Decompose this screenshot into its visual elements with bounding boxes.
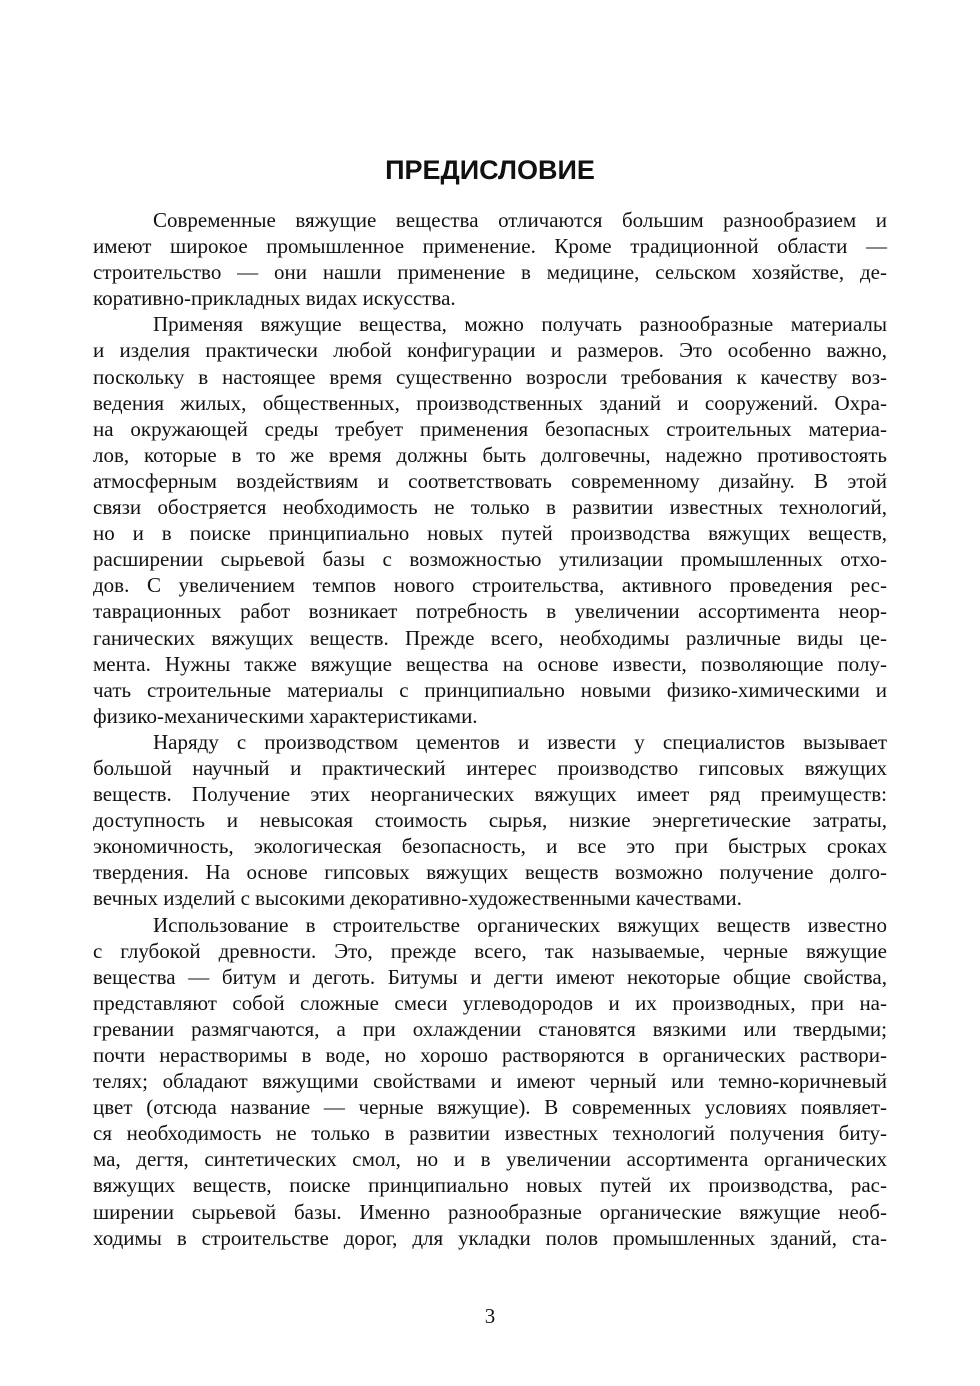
text-line: чать строительные материалы с принципиально новыми физико-химическими и [93, 677, 887, 702]
paragraph-3 [93, 729, 887, 912]
text-line: веществ. Получение этих неорганических вяжущих имеет ряд преимуществ: [93, 782, 887, 807]
text-line: экономичность, экологическая безопасность, и все это при быстрых сроках [93, 834, 887, 859]
text-line: дов. С увеличением темпов нового строительства, активного проведения рес- [93, 573, 887, 598]
text-line: ма, дегтя, синтетических смол, но и в увеличении ассортимента органических [93, 1147, 887, 1172]
text-line: с глубокой древности. Это, прежде всего, так называемые, черные вяжущие [93, 938, 887, 963]
text-line: строительство — они нашли применение в медицине, сельском хозяйстве, де- [93, 260, 887, 285]
text-line: мента. Нужны также вяжущие вещества на основе извести, позволяющие полу- [93, 651, 887, 676]
paragraph-4 [93, 912, 887, 1251]
text-line: цвет (отсюда название — черные вяжущие). В современных условиях появляет- [93, 1095, 887, 1120]
text-line: Использование в строительстве органических вяжущих веществ известно [153, 912, 887, 937]
text-line: атмосферным воздействиям и соответствовать современному дизайну. В этой [93, 468, 887, 493]
text-line: Современные вяжущие вещества отличаются большим разнообразием и [153, 208, 887, 232]
text-line: вечных изделий с высокими декоративно-художественными качествами. [93, 886, 742, 911]
text-line: ходимы в строительстве дорог, для укладки полов промышленных зданий, ста- [93, 1225, 887, 1250]
text-line: поскольку в настоящее время существенно возросли требования к качеству воз- [93, 364, 887, 389]
text-line: физико-механическими характеристиками. [93, 703, 478, 728]
paragraph-1 [93, 207, 887, 311]
text-line: гревании размягчаются, а при охлаждении становятся вязкими или твердыми; [93, 1016, 887, 1041]
text-line: твердения. На основе гипсовых вяжущих веществ возможно получение долго- [93, 860, 887, 885]
text-line: большой научный и практический интерес производство гипсовых вяжущих [93, 755, 887, 780]
text-line: Наряду с производством цементов и извести у специалистов вызывает [153, 729, 887, 754]
text-line: коративно-прикладных видах искусства. [93, 286, 456, 311]
body-text [93, 207, 887, 1251]
text-line: на окружающей среды требует применения безопасных строительных материа- [93, 416, 887, 441]
page-title: ПРЕДИСЛОВИЕ [385, 155, 595, 185]
text-line: расширении сырьевой базы с возможностью утилизации промышленных отхо- [93, 547, 887, 572]
text-line: ганических вяжущих веществ. Прежде всего, необходимы различные виды це- [93, 625, 887, 650]
text-line: таврационных работ возникает потребность в увеличении ассортимента неор- [93, 599, 887, 624]
text-line: ся необходимость не только в развитии известных технологий получения биту- [93, 1121, 887, 1146]
page-number: 3 [484, 1304, 496, 1328]
paragraph-2 [93, 311, 887, 729]
text-line: Применяя вяжущие вещества, можно получать разнообразные материалы [153, 312, 887, 337]
text-line: ширении сырьевой базы. Именно разнообразные органические вяжущие необ- [93, 1199, 887, 1224]
text-line: имеют широкое промышленное применение. Кроме традиционной области — [93, 234, 887, 259]
text-line: и изделия практически любой конфигурации и размеров. Это особенно важно, [93, 338, 887, 363]
text-line: но и в поиске принципиально новых путей производства вяжущих веществ, [93, 521, 887, 546]
text-line: вещества — битум и деготь. Битумы и дегти имеют некоторые общие свойства, [93, 964, 887, 989]
text-line: доступность и невысокая стоимость сырья, низкие энергетические затраты, [93, 808, 887, 833]
text-line: связи обостряется необходимость не только в развитии известных технологий, [93, 495, 887, 520]
text-line: лов, которые в то же время должны быть долговечны, надежно противостоять [93, 442, 887, 467]
text-line: ведения жилых, общественных, производственных зданий и сооружений. Охра- [93, 390, 887, 415]
text-line: почти нерастворимы в воде, но хорошо растворяются в органических раствори- [93, 1043, 887, 1067]
text-line: вяжущих веществ, поиске принципиально новых путей их производства, рас- [93, 1173, 887, 1198]
text-line: телях; обладают вяжущими свойствами и имеют черный или темно-коричневый [93, 1069, 887, 1094]
text-line: представляют собой сложные смеси углеводородов и их производных, при на- [93, 990, 887, 1015]
